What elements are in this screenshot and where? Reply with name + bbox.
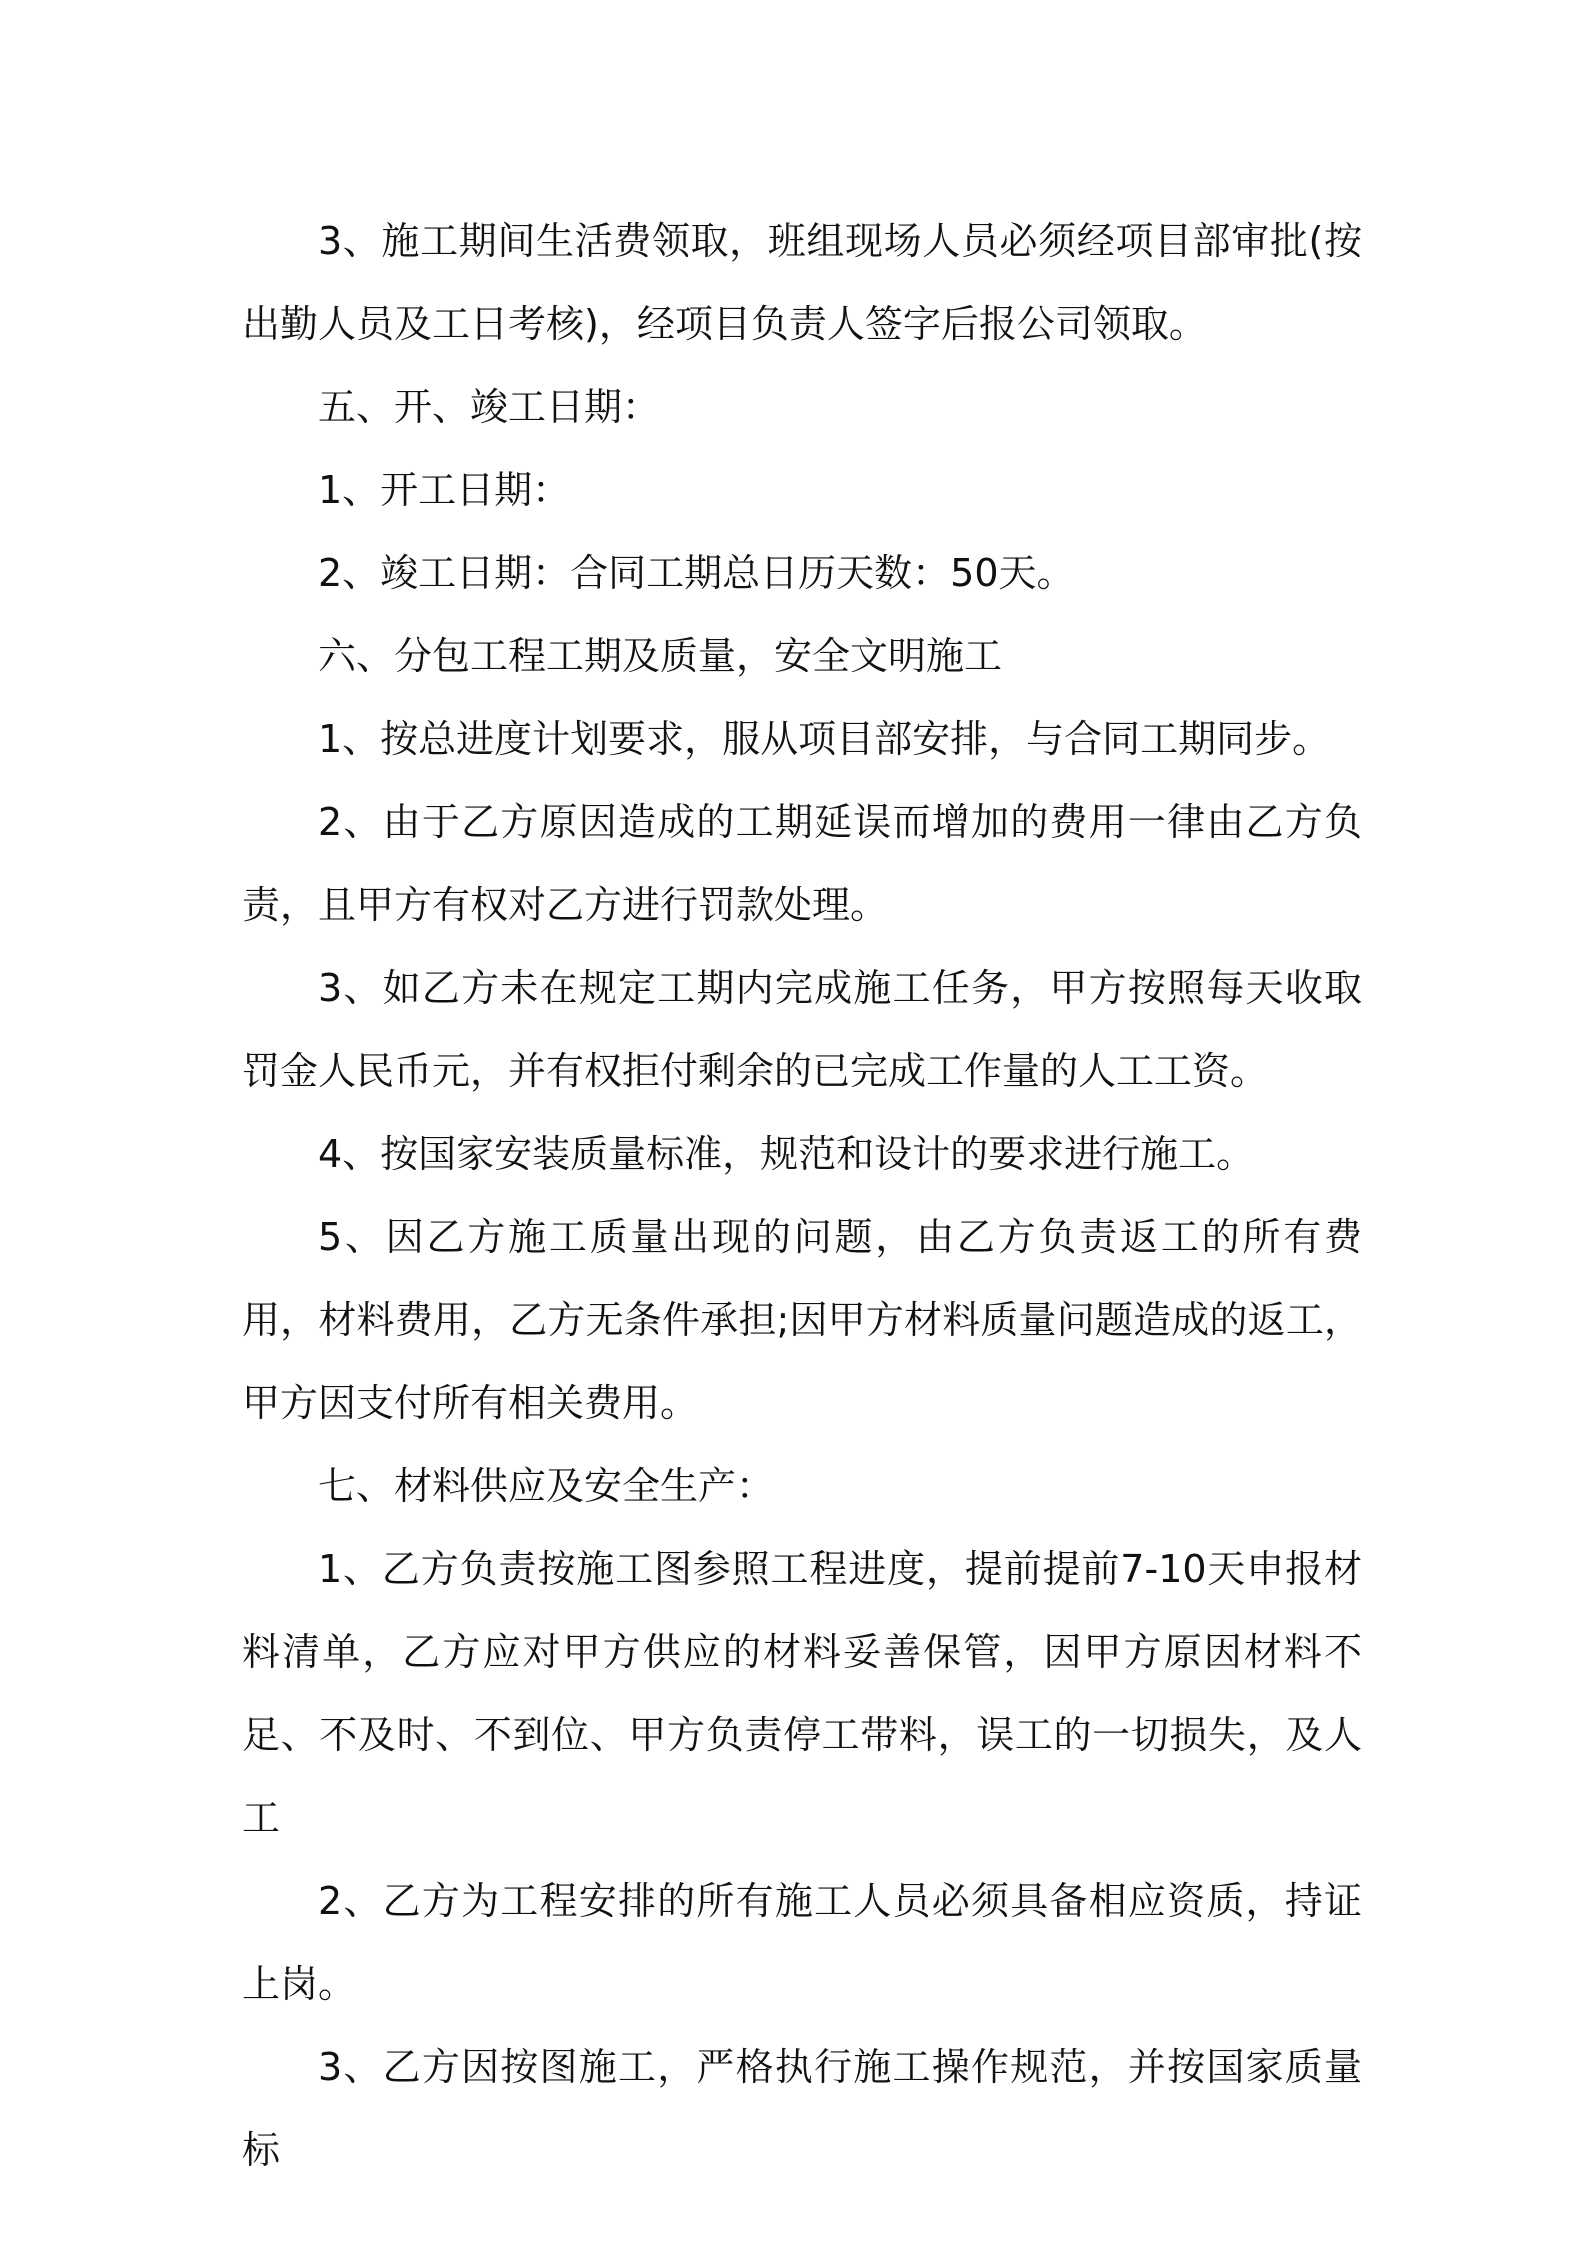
paragraph-schedule-plan: 1、按总进度计划要求，服从项目部安排，与合同工期同步。 bbox=[318, 717, 1331, 761]
paragraph-construction-spec: 3、乙方因按图施工，严格执行施工操作规范，并按国家质量标 bbox=[242, 2045, 1362, 2172]
paragraph-rework-costs: 5、因乙方施工质量出现的问题，由乙方负责返工的所有费用，材料费用，乙方无条件承担;因甲方材料质量问题造成的返工，甲方因支付所有相关费用。 bbox=[242, 1215, 1362, 1425]
document-page bbox=[242, 200, 1362, 2192]
paragraph-completion-date: 2、竣工日期：合同工期总日历天数：50天。 bbox=[318, 551, 1075, 595]
paragraph-delay-costs: 2、由于乙方原因造成的工期延误而增加的费用一律由乙方负责，且甲方有权对乙方进行罚款处理。 bbox=[242, 800, 1362, 927]
paragraph-qualifications: 2、乙方为工程安排的所有施工人员必须具备相应资质，持证上岗。 bbox=[242, 1879, 1362, 2006]
paragraph-material-list: 1、乙方负责按施工图参照工程进度，提前提前7-10天申报材料清单，乙方应对甲方供应的材料妥善保管，因甲方原因材料不足、不及时、不到位、甲方负责停工带料，误工的一切损失，及人工 bbox=[242, 1547, 1362, 1840]
paragraph-living-expenses: 3、施工期间生活费领取，班组现场人员必须经项目部审批(按出勤人员及工日考核)，经项目负责人签字后报公司领取。 bbox=[242, 219, 1362, 346]
paragraph-quality-standard: 4、按国家安装质量标准，规范和设计的要求进行施工。 bbox=[318, 1132, 1255, 1176]
paragraph-penalty: 3、如乙方未在规定工期内完成施工任务，甲方按照每天收取罚金人民币元，并有权拒付剩余的已完成工作量的人工工资。 bbox=[242, 966, 1362, 1093]
section-heading-materials-safety: 七、材料供应及安全生产： bbox=[318, 1464, 775, 1508]
section-heading-dates: 五、开、竣工日期： bbox=[318, 385, 661, 429]
section-heading-schedule-quality: 六、分包工程工期及质量，安全文明施工 bbox=[318, 634, 1003, 678]
paragraph-start-date: 1、开工日期： bbox=[318, 468, 571, 512]
